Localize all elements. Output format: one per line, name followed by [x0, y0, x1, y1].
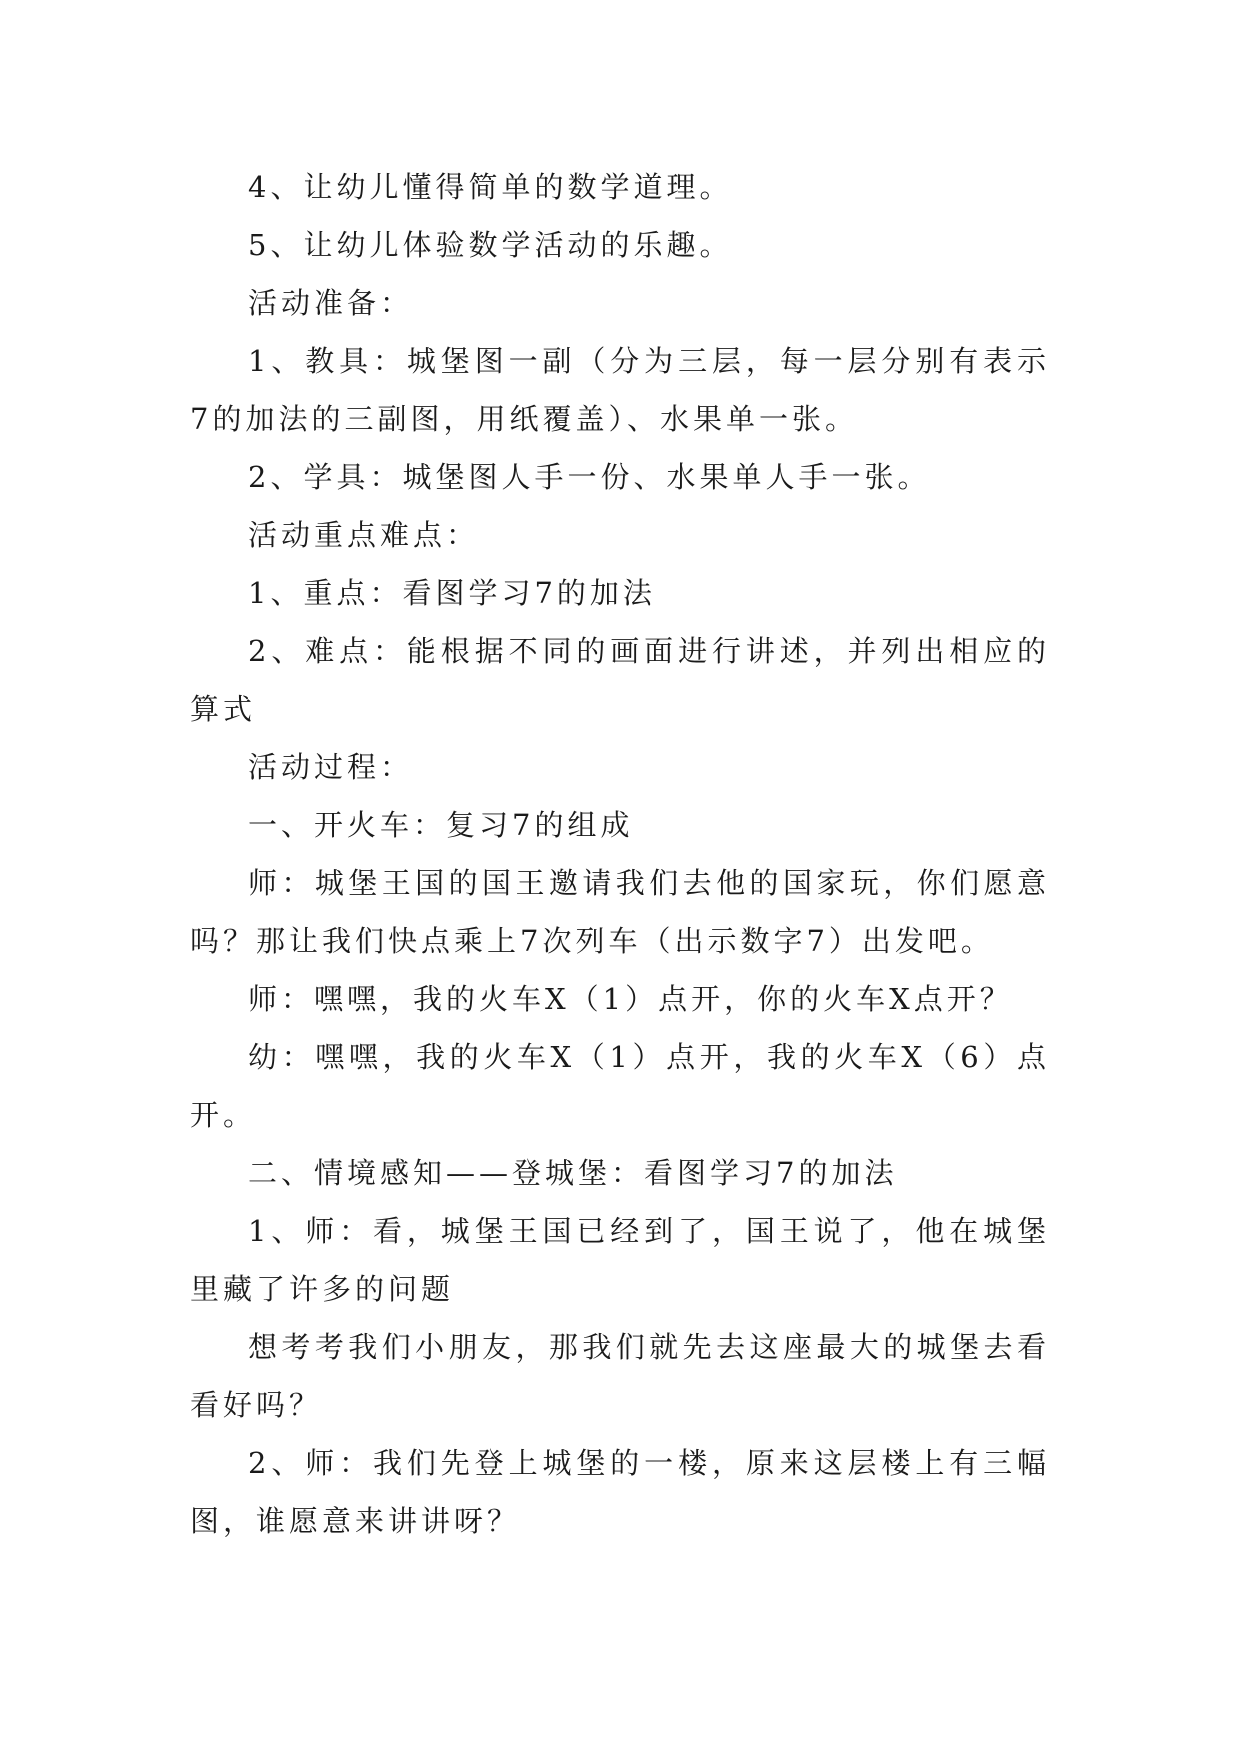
paragraph-key-point: 1、重点：看图学习7的加法 [248, 576, 656, 610]
paragraph-objective-4: 4、让幼儿懂得简单的数学道理。 [248, 170, 733, 204]
paragraph-teacher-train: 师：嘿嘿，我的火车X（1）点开，你的火车X点开？ [248, 982, 1013, 1016]
heading-key-points: 活动重点难点： [248, 518, 480, 552]
paragraph-test-children: 想考考我们小朋友，那我们就先去这座最大的城堡去看看好吗？ [190, 1330, 1050, 1422]
heading-activity-process: 活动过程： [248, 750, 414, 784]
paragraph-step-one: 一、开火车：复习7的组成 [248, 808, 634, 842]
paragraph-step-two: 二、情境感知——登城堡：看图学习7的加法 [248, 1156, 898, 1190]
paragraph-difficulty: 2、难点：能根据不同的画面进行讲述，并列出相应的算式 [190, 634, 1050, 726]
heading-activity-preparation: 活动准备： [248, 286, 414, 320]
document-page [190, 158, 1050, 1550]
paragraph-teaching-aids: 1、教具：城堡图一副（分为三层，每一层分别有表示7的加法的三副图，用纸覆盖）、水果单一张。 [190, 344, 1050, 436]
paragraph-learning-aids: 2、学具：城堡图人手一份、水果单人手一张。 [248, 460, 931, 494]
paragraph-child-train: 幼：嘿嘿，我的火车X（1）点开，我的火车X（6）点开。 [190, 1040, 1050, 1132]
paragraph-first-floor: 2、师：我们先登上城堡的一楼，原来这层楼上有三幅图，谁愿意来讲讲呀？ [190, 1446, 1050, 1538]
paragraph-teacher-invite: 师：城堡王国的国王邀请我们去他的国家玩，你们愿意吗？那让我们快点乘上7次列车（出示数字7）出发吧。 [190, 866, 1050, 958]
paragraph-objective-5: 5、让幼儿体验数学活动的乐趣。 [248, 228, 733, 262]
paragraph-teacher-castle: 1、师：看，城堡王国已经到了，国王说了，他在城堡里藏了许多的问题 [190, 1214, 1050, 1306]
